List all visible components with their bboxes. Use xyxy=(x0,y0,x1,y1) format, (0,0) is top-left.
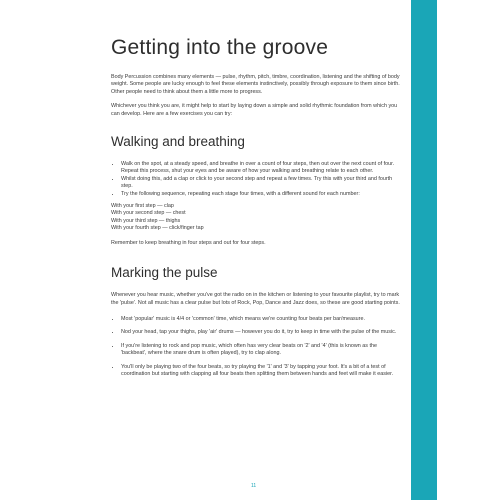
page-number: 11 xyxy=(251,483,257,489)
pulse-bullets xyxy=(111,316,401,378)
list-item: • You'll only be playing two of the four beats, so try playing the '1' and '3' by tapping your foot. It's a bit of a test of coordination but starting with clapping all four beats then splitting them between hands and feet will make it easier. xyxy=(121,364,401,379)
section-heading-walking: Walking and breathing xyxy=(111,134,245,150)
walking-bullets xyxy=(111,161,401,198)
content xyxy=(111,36,401,386)
accent-bar xyxy=(411,0,437,500)
list-item: • Walk on the spot, at a steady speed, and breathe in over a count of four steps, then out over the next count of four. Repeat this process, shut your eyes and be aware of how your walking and breathing relate to each other. xyxy=(121,161,401,176)
page-title: Getting into the groove xyxy=(111,36,329,59)
list-item: • Nod your head, tap your thighs, play 'air' drums — however you do it, try to keep in time with the pulse of the music. xyxy=(121,329,401,336)
list-item: • If you're listening to rock and pop music, which often has very clear beats on '2' and '4' (this is known as the 'backbeat', where the snare drum is often played), try to clap along. xyxy=(121,343,401,358)
list-item: • Most 'popular' music is 4/4 or 'common' time, which means we're counting four beats per bar/measure. xyxy=(121,316,401,323)
pulse-intro: Whenever you hear music, whether you've got the radio on in the kitchen or listening to your favourite playlist, try to mark the 'pulse'. Not all music has a clear pulse but lots of Rock, Pop, Dance and Jazz does, so these are good starting points. xyxy=(111,292,400,306)
walking-closing: Remember to keep breathing in four steps and out for four steps. xyxy=(111,239,266,246)
list-item: • Try the following sequence, repeating each stage four times, with a different sound for each number: xyxy=(121,191,401,198)
step-line: With your first step — clap xyxy=(111,203,174,210)
list-item: • Whilst doing this, add a clap or click to your second step and repeat a few times. Try this with your third and fourth step. xyxy=(121,176,401,191)
intro-paragraph-1: Body Percussion combines many elements — pulse, rhythm, pitch, timbre, coordination, listening and the shifting of body weight. Some people are lucky enough to feel these elements instinctively, possibly through exposure to them since birth. Other people need to think about them a little more to progress. xyxy=(111,74,400,95)
step-line: With your third step — thighs xyxy=(111,217,181,224)
intro-paragraph-2: Whichever you think you are, it might help to start by laying down a simple and solid rhythmic foundation from which you can develop. Here are a few exercises you can try: xyxy=(111,103,398,117)
section-heading-pulse: Marking the pulse xyxy=(111,265,218,281)
step-line: With your second step — chest xyxy=(111,210,186,217)
step-sequence xyxy=(111,203,401,233)
step-line: With your fourth step — click/finger tap xyxy=(111,225,204,232)
